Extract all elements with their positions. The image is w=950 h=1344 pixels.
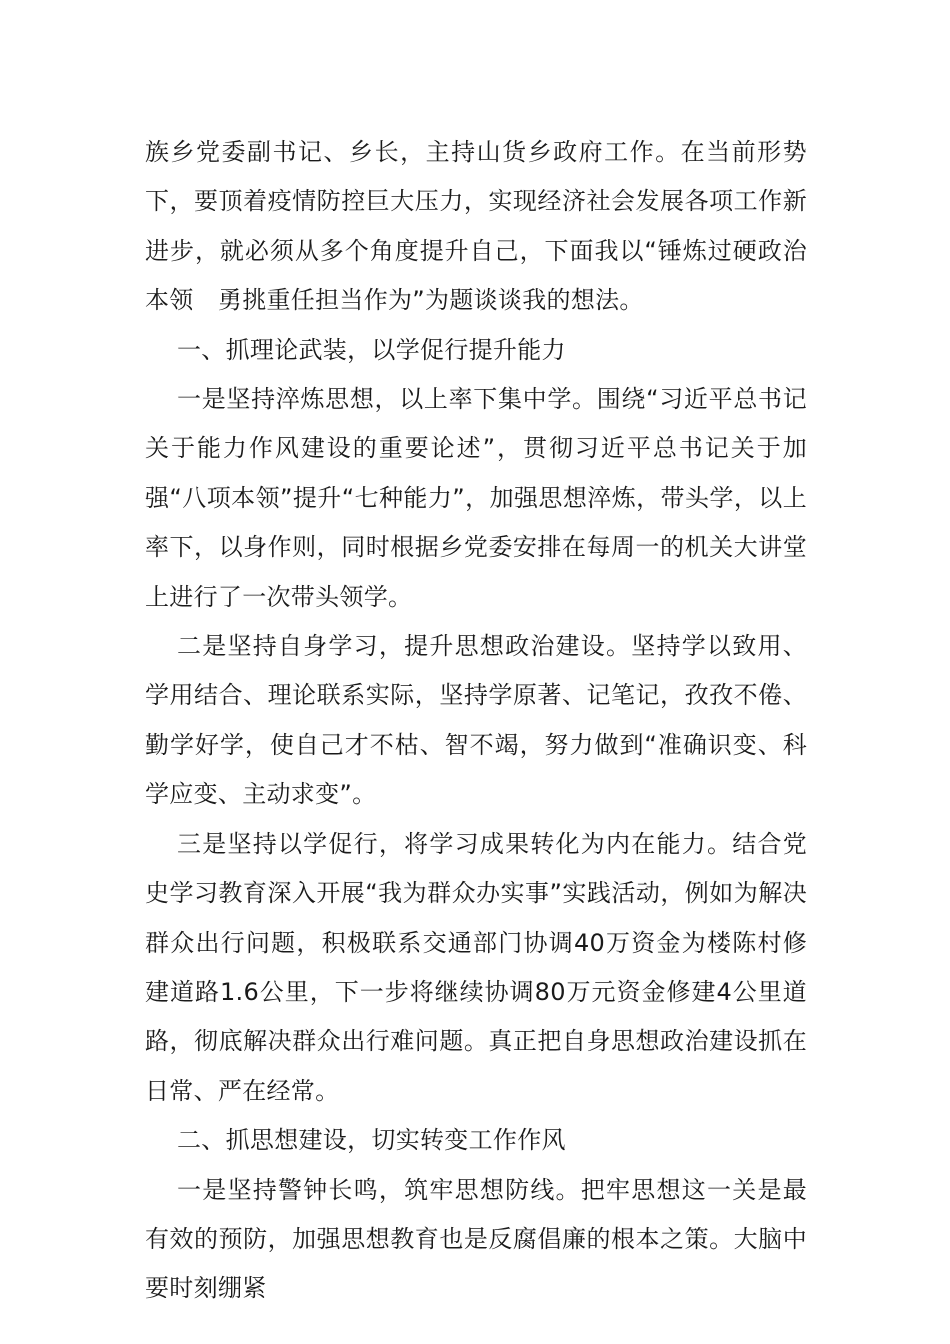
paragraph-intro-continuation: 族乡党委副书记、乡长，主持山货乡政府工作。在当前形势下，要顶着疫情防控巨大压力，实现经济社会发展各项工作新进步，就必须从多个角度提升自己，下面我以“锤炼过硬政治本领 勇挑重任担当作为”为题谈谈我的想法。 (145, 138, 807, 315)
section-heading-2: 二、抓思想建设，切实转变工作作风 (177, 1126, 566, 1155)
paragraph-1-1: 一是坚持淬炼思想，以上率下集中学。围绕“习近平总书记关于能力作风建设的重要论述”，贯彻习近平总书记关于加强“八项本领”提升“七种能力”，加强思想淬炼，带头学，以上率下，以身作则，同时根据乡党委安排在每周一的机关大讲堂上进行了一次带头领学。 (145, 385, 807, 611)
paragraph-1-2: 二是坚持自身学习，提升思想政治建设。坚持学以致用、学用结合、理论联系实际，坚持学原著、记笔记，孜孜不倦、勤学好学，使自己才不枯、智不竭，努力做到“准确识变、科学应变、主动求变”。 (145, 632, 807, 809)
paragraph-2-1: 一是坚持警钟长鸣，筑牢思想防线。把牢思想这一关是最有效的预防，加强思想教育也是反腐倡廉的根本之策。大脑中要时刻绷紧 (145, 1175, 807, 1303)
section-heading-1: 一、抓理论武装，以学促行提升能力 (177, 335, 566, 364)
paragraph-1-3: 三是坚持以学促行，将学习成果转化为内在能力。结合党史学习教育深入开展“我为群众办实事”实践活动，例如为解决群众出行问题，积极联系交通部门协调40万资金为楼陈村修建道路1.6公里，下一步将继续协调80万元资金修建4公里道路，彻底解决群众出行难问题。真正把自身思想政治建设抓在日常、严在经常。 (145, 829, 807, 1105)
document-body (145, 128, 807, 1314)
